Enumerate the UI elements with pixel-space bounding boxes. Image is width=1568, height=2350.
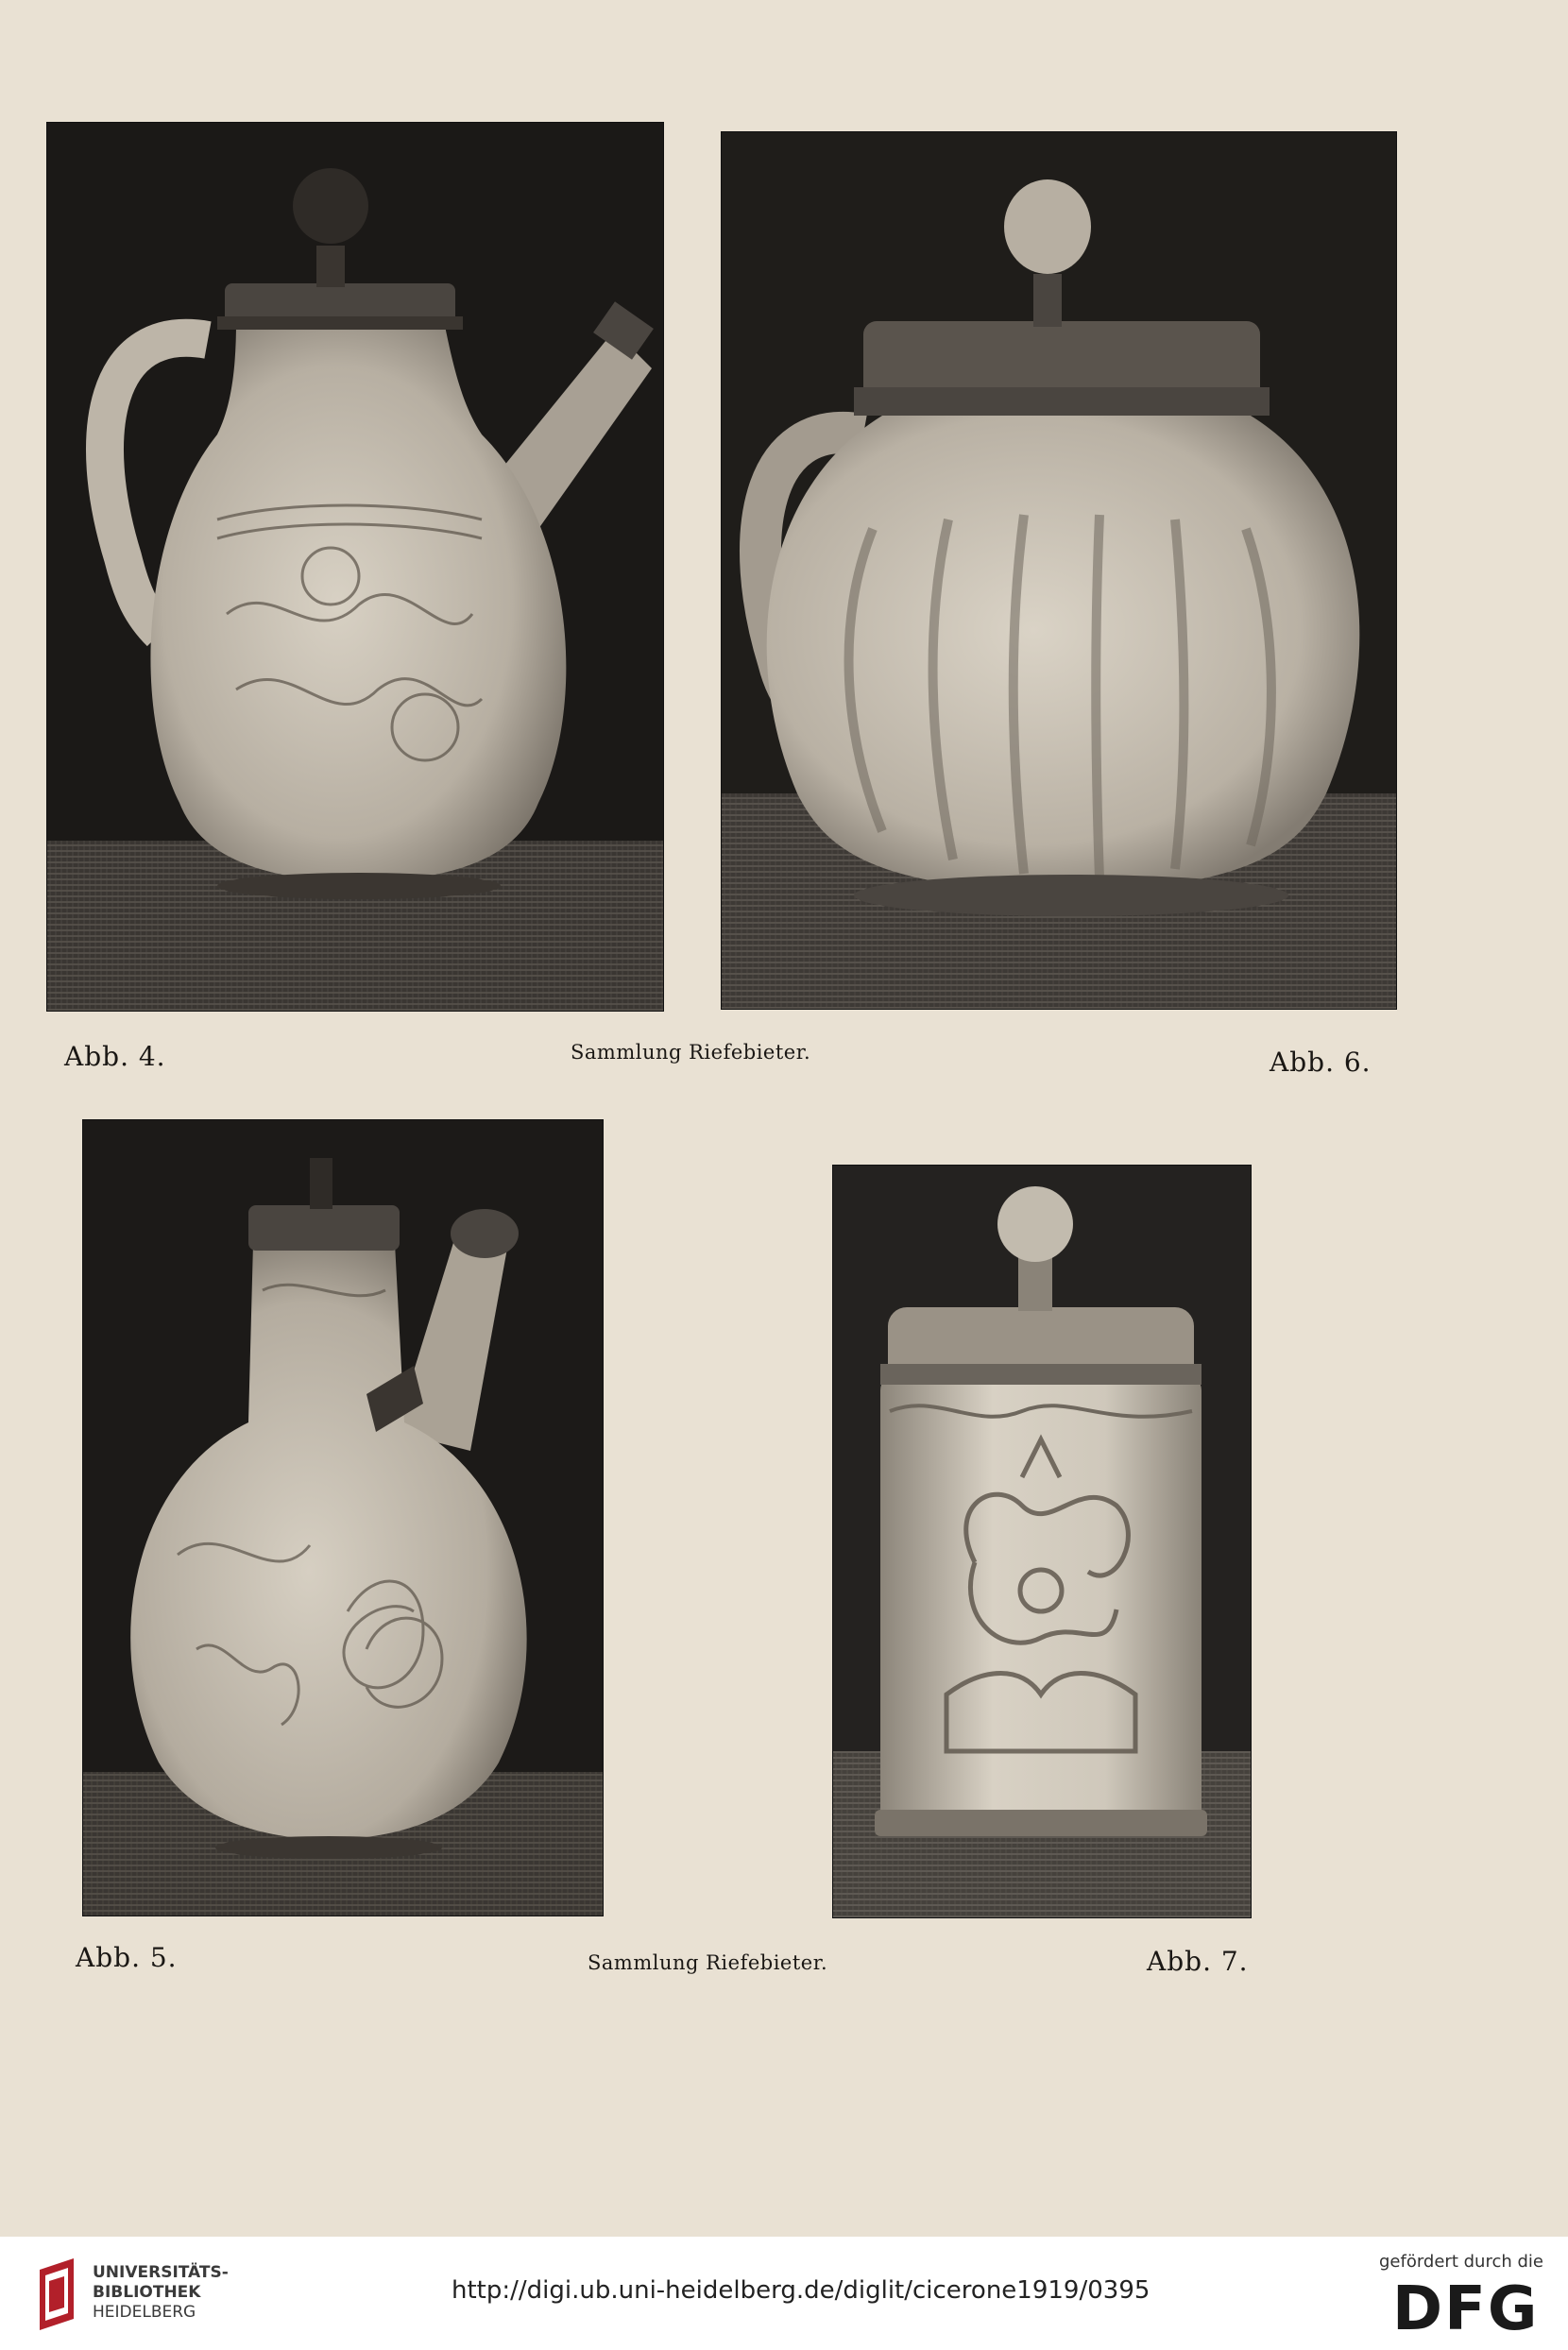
library-line-2: BIBLIOTHEK [93,2283,201,2302]
university-library-logo-icon[interactable] [32,2253,81,2332]
collection-caption-top: Sammlung Riefebieter. [571,1041,811,1064]
university-library-name[interactable] [93,2263,229,2323]
figure-label-abb-7: Abb. 7. [1147,1946,1249,1977]
collection-caption-bottom: Sammlung Riefebieter. [588,1951,828,1974]
figure-label-abb-5: Abb. 5. [76,1942,178,1973]
funding-label: gefördert durch die [1379,2252,1543,2272]
dfg-logo[interactable]: DFG [1392,2274,1540,2344]
photo-tankard-abb-7 [833,1166,1251,1917]
figure-label-abb-4: Abb. 4. [64,1041,166,1072]
photo-tankard-abb-6 [722,132,1396,1009]
document-url-link[interactable]: http://digi.ub.uni-heidelberg.de/diglit/cicerone1919/0395 [452,2276,1150,2305]
library-line-1: UNIVERSITÄTS- [93,2263,229,2282]
photo-jug-abb-5 [83,1120,603,1916]
photo-jug-abb-4 [47,123,663,1011]
library-line-3: HEIDELBERG [93,2303,196,2322]
figure-label-abb-6: Abb. 6. [1270,1047,1372,1078]
